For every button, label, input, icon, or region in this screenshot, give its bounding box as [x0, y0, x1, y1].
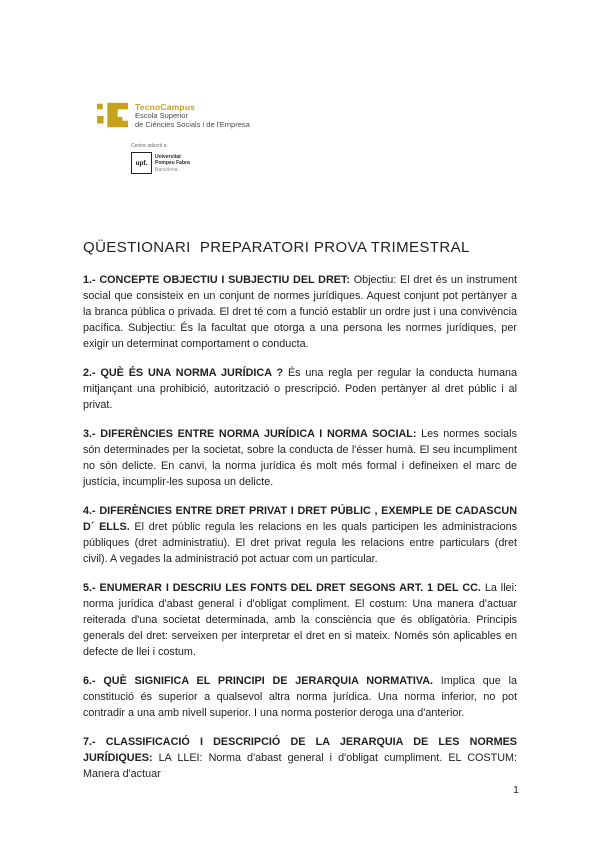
paragraph-5-heading: 5.- ENUMERAR I DESCRIU LES FONTS DEL DRET SEGONS ART. 1 DEL CC. — [83, 582, 481, 594]
document-body — [83, 272, 517, 795]
paragraph-5-text: La llei: norma jurídica d'abast general i d'obligat compliment. El costum: Una manera d'actuar reiterada d'una societat determinada, amb la consciència que és obligatòria. Principis generals del dret: serveixen per interpretar el dret en si mateix. Només són aplicables en defecte de llei i costum. — [83, 582, 517, 658]
upf-logo-text — [155, 152, 190, 173]
paragraph-2 — [83, 365, 517, 413]
paragraph-1 — [83, 272, 517, 352]
paragraph-4-heading: 4.- DIFERÈNCIES ENTRE DRET PRIVAT I DRET PÚBLIC , EXEMPLE DE CADASCUN D´ ELLS. — [83, 505, 517, 533]
paragraph-3-heading: 3.- DIFERÈNCIES ENTRE NORMA JURÍDICA I NORMA SOCIAL: — [83, 428, 417, 440]
paragraph-1-heading: 1.- CONCEPTE OBJECTIU I SUBJECTIU DEL DRET: — [83, 274, 350, 286]
paragraph-7 — [83, 734, 517, 782]
tecnocampus-logo-icon — [97, 102, 129, 129]
paragraph-4 — [83, 503, 517, 567]
upf-line3: Barcelona — [155, 166, 178, 173]
upf-line1: Universitat — [155, 154, 181, 160]
page-title: QÜESTIONARI PREPARATORI PROVA TRIMESTRAL — [83, 239, 470, 256]
paragraph-7-text: LA LLEI: Norma d'abast general i d'obligat cumpliment. EL COSTUM: Manera d'actuar — [83, 752, 517, 780]
affiliation-label: Centre adscrit a: — [131, 143, 168, 149]
paragraph-6-heading: 6.- QUÈ SIGNIFICA EL PRINCIPI DE JERARQUIA NORMATIVA. — [83, 675, 434, 687]
paragraph-1-text: Objectiu: El dret és un instrument social que consisteix en un conjunt de normes jurídiques. Aquest conjunt pot pertànyer a la branca pública o privada. El dret té com a funció establir un ordre just i una convivència pacífica. Subjectiu: És la facultat que otorga a una persona les normes jurídiques, per exigir un determinat comportament o conducta. — [83, 274, 517, 350]
upf-line2: Pompeu Fabra — [155, 160, 190, 167]
paragraph-5 — [83, 580, 517, 660]
brand-subtitle-line2: de Ciències Socials i de l'Empresa — [135, 119, 250, 129]
paragraph-4-text: El dret públic regula les relacions en les quals participen les administracions públiques (dret administratiu). El dret privat regula les relacions entre particulars (dret civil). A vegades la administració pot actuar com un particular. — [83, 521, 517, 565]
paragraph-6-text: Implica que la constitució és superior a qualsevol altra norma jurídica. Una norma inferior, no pot contradir a una amb nivell superior. I una norma posterior deroga una d'anterior. — [83, 675, 517, 719]
brand-name: TecnoCampus — [135, 102, 196, 112]
brand-subtitle-line1: Escola Superior — [135, 111, 188, 121]
paragraph-3 — [83, 426, 517, 490]
paragraph-2-text: És una regla per regular la conducta humana mitjançant una prohibició, autorització o prescripció. Poden pertànyer al dret públic i al privat. — [83, 367, 517, 411]
page-number: 1 — [513, 784, 519, 796]
tecnocampus-logo — [97, 102, 250, 130]
upf-logo-icon: upf. — [131, 152, 152, 174]
paragraph-7-heading: 7.- CLASSIFICACIÓ I DESCRIPCIÓ DE LA JERARQUIA DE LES NORMES JURÍDIQUES: — [83, 736, 517, 764]
paragraph-3-text: Les normes socials són determinades per la societat, sobre la conducta de l'ésser humà. El seu incumpliment no són delicte. En canvi, la norma jurídica és molt més formal i defineixen el marc de justícia, incumplir-les suposa un delicte. — [83, 428, 517, 488]
paragraph-2-heading: 2.- QUÈ ÉS UNA NORMA JURÍDICA ? — [83, 367, 284, 379]
paragraph-6 — [83, 673, 517, 721]
tecnocampus-logo-text — [135, 102, 250, 130]
upf-affiliation — [131, 143, 190, 174]
